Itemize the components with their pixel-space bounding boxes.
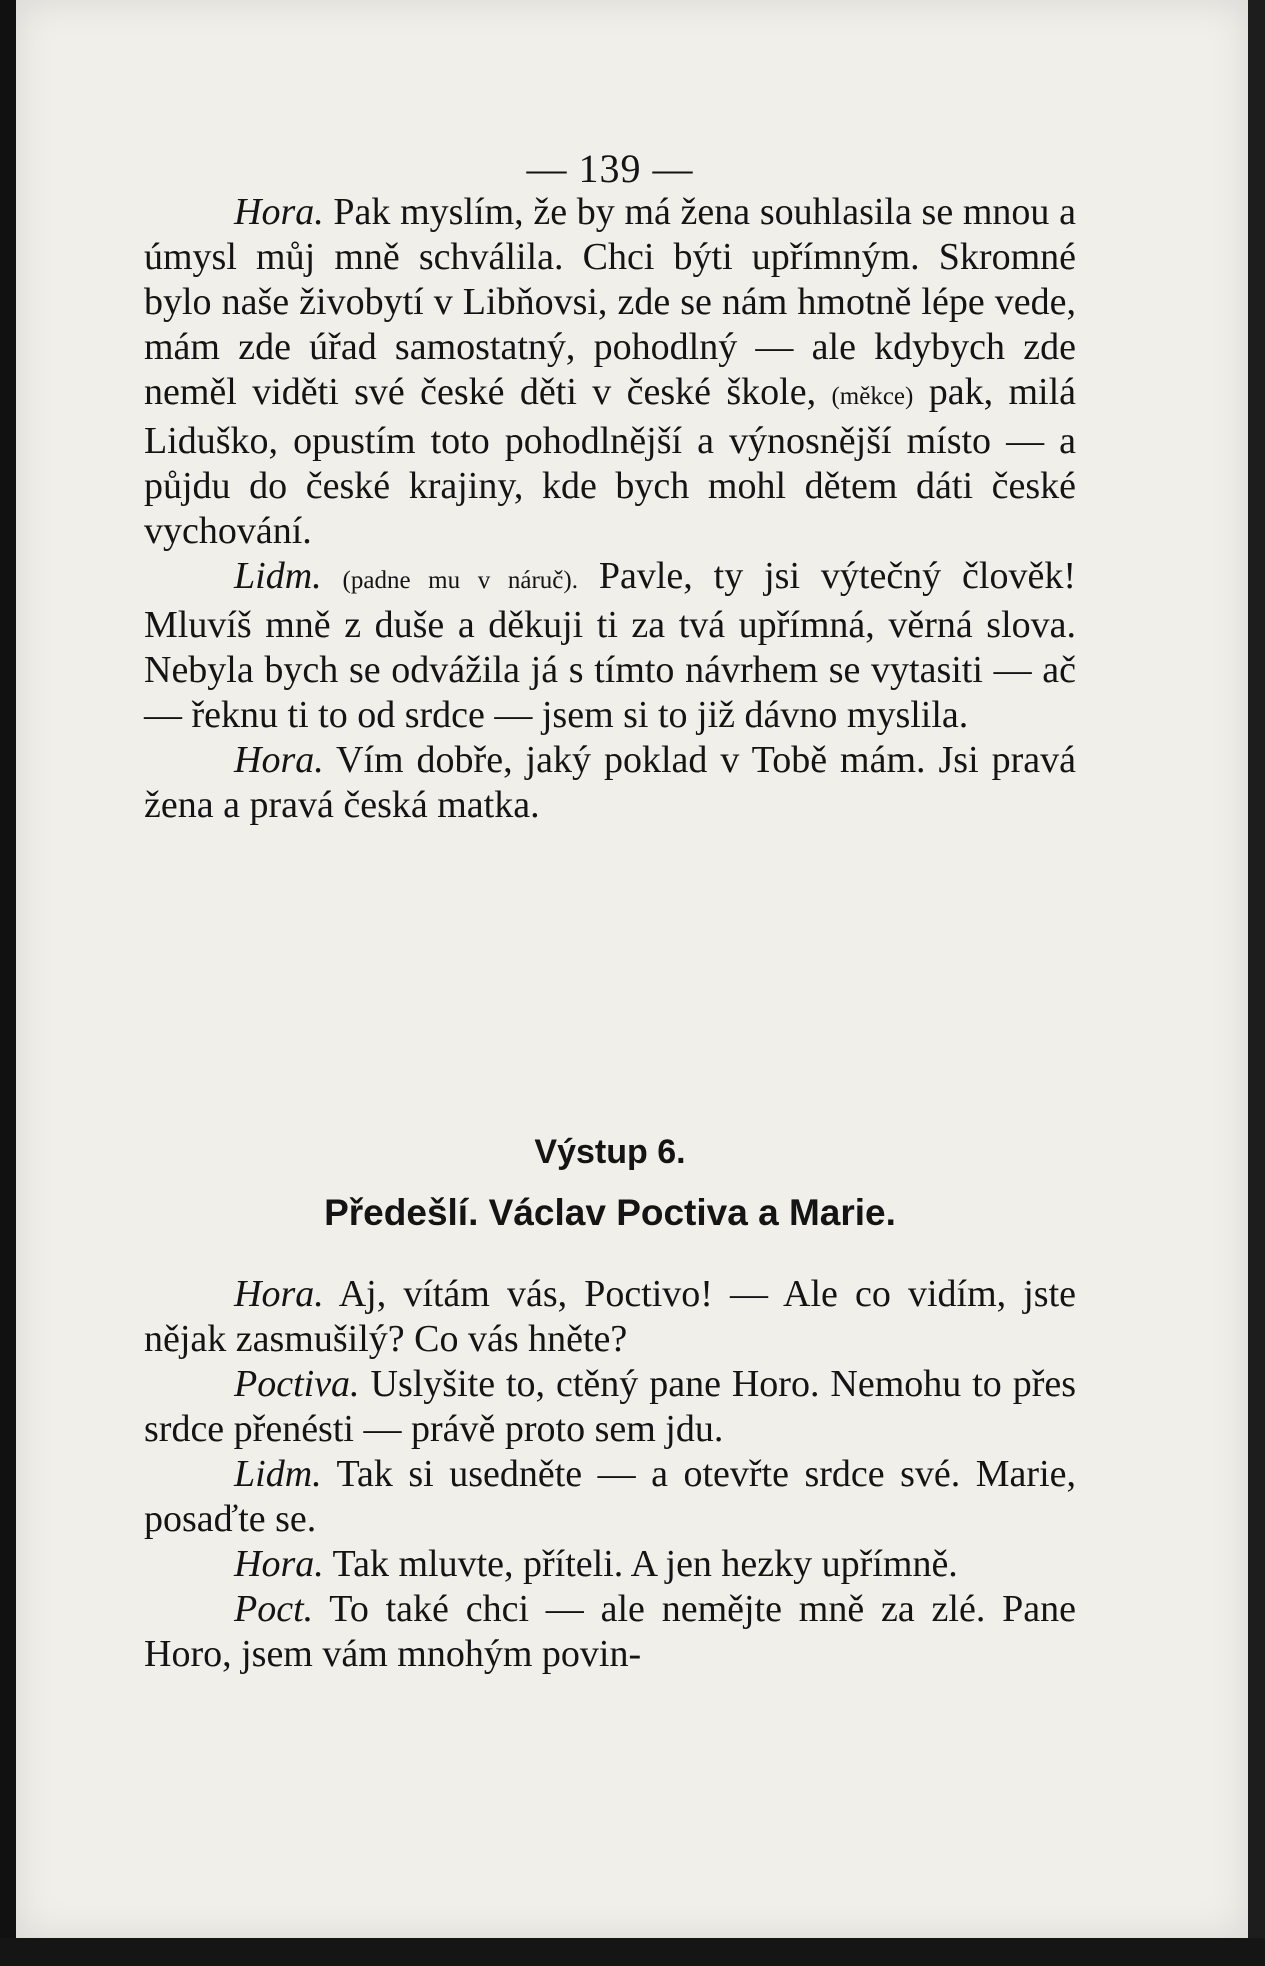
dialogue-paragraph <box>144 1452 1076 1542</box>
page-number: — 139 — <box>526 146 694 191</box>
speech-text: Aj, vítám vás, Poctivo! — Ale co vidím, jste nějak zasmušilý? Co vás hněte? <box>144 1273 1076 1360</box>
speech-text: Uslyšite to, ctěný pane Horo. Nemohu to přes srdce přenésti — právě proto sem jdu. <box>144 1363 1076 1450</box>
dialogue-paragraph <box>144 190 1076 554</box>
book-spine-shadow <box>0 0 16 1966</box>
speech-text: Pavle, ty jsi výtečný člověk! Mluvíš mně z duše a děkuji ti za tvá upřímná, věrná slova. Nebyla bych se odvážila já s tímto návrhem se vytasiti — ač — řeknu ti to od srdce — jsem si to již dávno myslila. <box>144 555 1077 736</box>
dialogue-paragraph <box>144 738 1076 828</box>
speaker-name: Lidm. <box>234 555 322 597</box>
scene-title: Výstup 6. <box>534 1133 686 1171</box>
page-edge-shadow <box>1248 0 1265 1966</box>
dialogue-paragraph <box>144 1587 1076 1677</box>
speech-text: Tak mluvte, příteli. A jen hezky upřímně. <box>323 1543 958 1585</box>
speaker-name: Hora. <box>234 739 324 781</box>
speech-text: pak, milá Liduško, opustím toto pohodlnější a výnosnější místo — a půjdu do české krajiny, kde bych mohl dětem dáti české vychování. <box>144 371 1077 552</box>
speech-text: Pak myslím, že by má žena souhlasila se mnou a úmysl můj mně schválila. Chci býti upřímným. Skromné bylo naše živobytí v Libňovsi, zde se nám hmotně lépe vede, mám zde úřad samostatný, pohodlný — ale kdybych zde neměl viděti své české děti v české škole, <box>144 191 1076 413</box>
stage-direction: (padne mu v náruč). <box>342 567 578 594</box>
book-page <box>16 0 1248 1938</box>
dialogue-paragraph <box>144 1362 1076 1452</box>
dialogue-paragraph <box>144 1542 1076 1587</box>
speaker-name: Hora. <box>234 1273 324 1315</box>
speech-text: Tak si usedněte — a otevřte srdce své. Marie, posaďte se. <box>144 1453 1076 1540</box>
scene-cast: Předešlí. Václav Poctiva a Marie. <box>324 1192 896 1233</box>
stage-direction: (měkce) <box>831 383 914 410</box>
dialogue-block-lower <box>144 1272 1076 1677</box>
speech-text <box>322 555 343 597</box>
speaker-name: Lidm. <box>234 1453 322 1495</box>
speaker-name: Hora. <box>234 191 324 233</box>
speaker-name: Poct. <box>234 1588 314 1630</box>
speech-text: Vím dobře, jaký poklad v Tobě mám. Jsi pravá žena a pravá česká matka. <box>144 739 1076 826</box>
dialogue-block-upper <box>144 190 1076 828</box>
dialogue-paragraph <box>144 554 1076 738</box>
speaker-name: Hora. <box>234 1543 324 1585</box>
speaker-name: Poctiva. <box>234 1363 360 1405</box>
speech-text: To také chci — ale nemějte mně za zlé. Pane Horo, jsem vám mnohým povin- <box>144 1588 1076 1675</box>
dialogue-paragraph <box>144 1272 1076 1362</box>
page-bottom-shadow <box>0 1938 1265 1966</box>
